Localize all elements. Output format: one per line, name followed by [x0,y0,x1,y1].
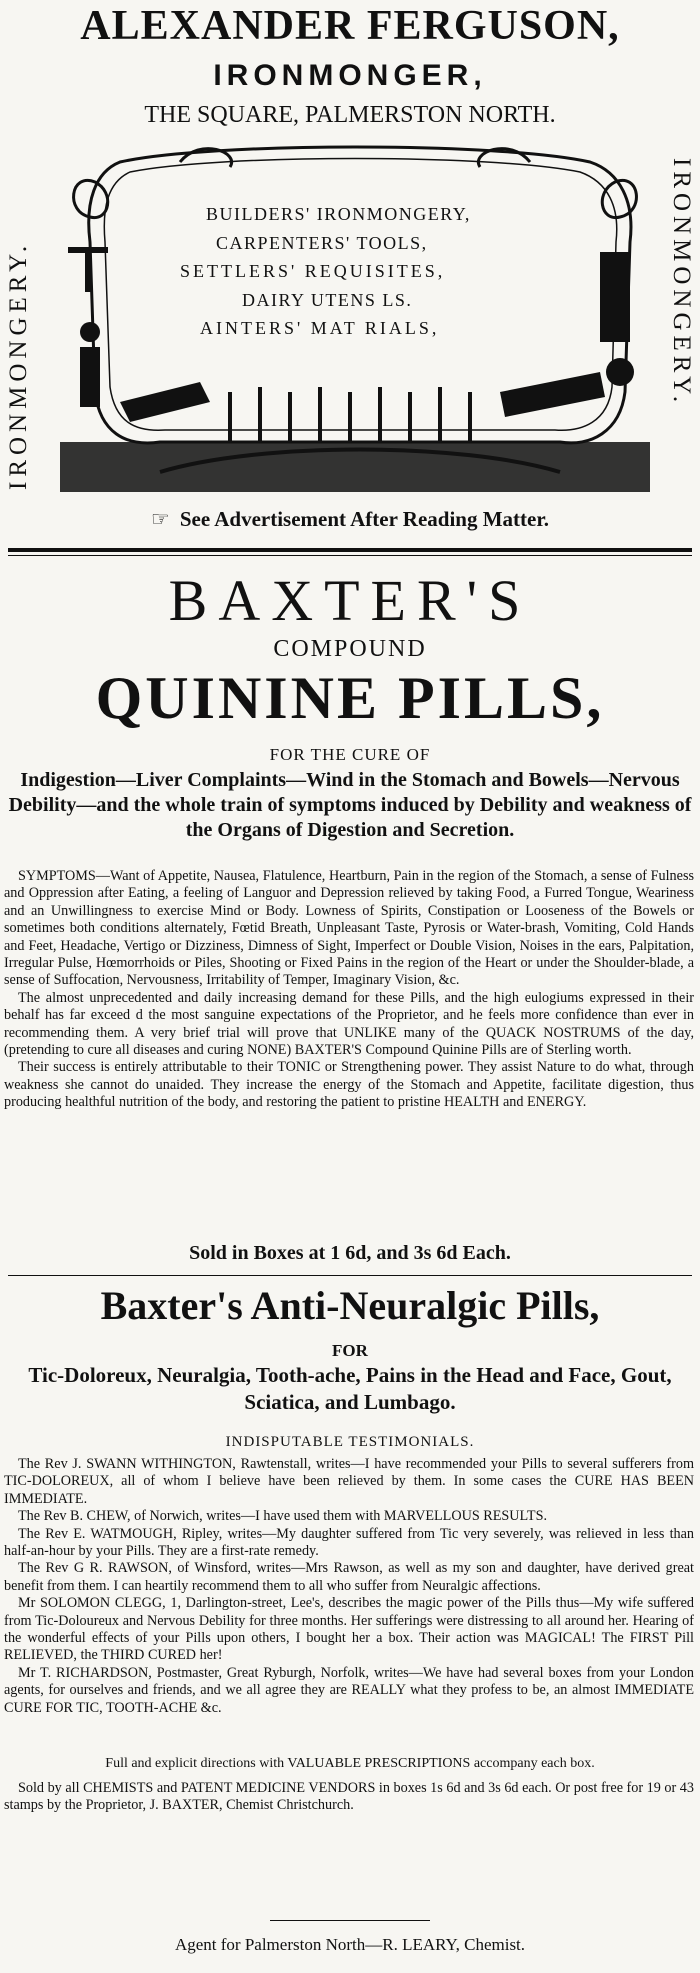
baxters-heading: BAXTER'S [168,568,532,633]
ferguson-address: THE SQUARE, PALMERSTON NORTH. [144,102,556,128]
see-advertisement-note [0,506,700,532]
sold-in-boxes: Sold in Boxes at 1 6d, and 3s 6d Each. [189,1242,511,1264]
divider [8,548,692,552]
symptoms-paragraph: SYMPTOMS—Want of Appetite, Nausea, Flatulence, Heartburn, Pain in the region of the Stomach, a sense of Fulness and Oppression after Eating, a feeling of Languor and Depression relieved by taking Food, a Furred Tongue, Weariness and an Unwillingness to exercise Mind or Body. Lowness of Spirits, Constipation or Looseness of the Bowels or sometimes both conditions alternately, Fœtid Breath, Unpleasant Taste, Pyrosis or Water-brash, Vomiting, Cold Hands and Feet, Headache, Vertigo or Dizziness, Dimness of Sight, Imperfect or Double Vision, Noises in the ears, Palpitation, Irregular Pulse, Hœmorrhoids or Piles, Shooting or Fixed Pains in the region of the Heart or under the Shoulder-blade, a sense of Suffocation, Nervousness, Irritability of Temper, Imaginary Vision, &c. [4,868,694,989]
short-divider [270,1920,430,1921]
see-ad-text: See Advertisement After Reading Matter. [179,507,549,531]
anti-neuralgic-title: Baxter's Anti-Neuralgic Pills, [100,1283,600,1328]
ferguson-goods-list [178,200,538,343]
demand-paragraph: The almost unprecedented and daily increasing demand for these Pills, and the high eulogiums expressed in their behalf has far exceed d the most sanguine expectations of the Proprietor, and he feels more confidence than ever in recommending them. A very brief trial will prove that UNLIKE many of the QUACK NOSTRUMS of the day, (pretending to cure all diseases and curing NONE) BAXTER'S Compound Quinine Pills are of Sterling worth. [4,989,694,1059]
quinine-body-text [4,868,694,1112]
anti-conditions: Tic-Doloreux, Neuralgia, Tooth-ache, Pains in the Head and Face, Gout, Sciatica, and Lumbago. [28,1363,672,1414]
goods-item: AINTERS' MAT RIALS, [200,318,440,338]
divider [8,555,692,556]
goods-item: DAIRY UTENS LS. [242,289,413,310]
quinine-pills-title: QUININE PILLS, [95,665,605,731]
testimonial: The Rev E. WATMOUGH, Ripley, writes—My daughter suffered from Tic very severely, was relieved in less than half-an-hour by your Pills. They are a first-rate remedy. [4,1525,694,1560]
testimonial: The Rev B. CHEW, of Norwich, writes—I have used them with MARVELLOUS RESULTS. [18,1508,548,1525]
testimonial: The Rev G R. RAWSON, of Winsford, writes—Mrs Rawson, as well as my son and daughter, have derived great benefit from them. I can heartily recommend them to all who suffer from Neuralgic affections. [4,1560,694,1594]
sold-by-text: Sold by all CHEMISTS and PATENT MEDICINE VENDORS in boxes 1s 6d and 3s 6d each. Or post free for 19 or 43 stamps by the Proprietor, J. BAXTER, Chemist Christchurch. [4,1780,694,1814]
testimonials-list [4,1456,694,1717]
side-label-left: IRONMONGERY. [5,240,32,490]
for-the-cure-of: FOR THE CURE OF [269,745,431,764]
testimonial: The Rev J. SWANN WITHINGTON, Rawtenstall, writes—I have recommended your Pills to several sufferers from TIC-DOLOREUX, all of whom I believe have been relieved by them. In some cases the CURE HAS BEEN IMMEDIATE. [4,1456,694,1507]
agent-line: Agent for Palmerston North—R. LEARY, Chemist. [174,1935,526,1954]
success-paragraph: Their success is entirely attributable to their TONIC or Strengthening power. They assist Nature to do what, through weakness she cannot do unaided. They increase the energy of the Stomach and Appetite, facilitate digestion, thus producing healthful nutrition of the body, and restoring the patient to pristine HEALTH and ENERGY. [4,1059,694,1111]
testimonials-heading: INDISPUTABLE TESTIMONIALS. [225,1434,475,1450]
goods-item: BUILDERS' IRONMONGERY, [206,204,471,224]
testimonial: Mr SOLOMON CLEGG, 1, Darlington-street, Lee's, describes the magic power of the Pills thus—My wife suffered from Tic-Doloureux and Nervous Debility for three months. Her sufferings were distressing to all around her. Hearing of the wonderful effects of your Pills upon others, I bought her a box. Their action was MAGICAL! The FIRST Pill RELIEVED, the THIRD CURED her! [4,1595,694,1664]
divider [8,1275,692,1276]
sold-by-paragraph [4,1780,694,1815]
goods-item: SETTLERS' REQUISITES, [180,261,446,281]
testimonial: Mr T. RICHARDSON, Postmaster, Great Ryburgh, Norfolk, writes—We have had several boxes from your London agents, for ourselves and friends, and we all agree they are REALLY what they profess to be, an almost IMMEDIATE CURE FOR TIC, TOOTH-ACHE &c. [4,1664,694,1716]
ferguson-trade: IRONMONGER, [213,59,487,92]
pointing-hand-icon: ☞ [151,507,170,531]
compound-label: COMPOUND [273,636,427,662]
anti-for-label: FOR [332,1341,368,1360]
ferguson-name: ALEXANDER FERGUSON, [80,3,620,49]
directions-note: Full and explicit directions with VALUABLE PRESCRIPTIONS accompany each box. [105,1756,595,1771]
quinine-conditions: Indigestion—Liver Complaints—Wind in the Stomach and Bowels—Nervous Debility—and the whole train of symptoms induced by Debility and weakness of the Organs of Digestion and Secretion. [8,769,692,841]
goods-item: CARPENTERS' TOOLS, [216,232,428,253]
side-label-right: IRONMONGERY. [668,158,695,408]
